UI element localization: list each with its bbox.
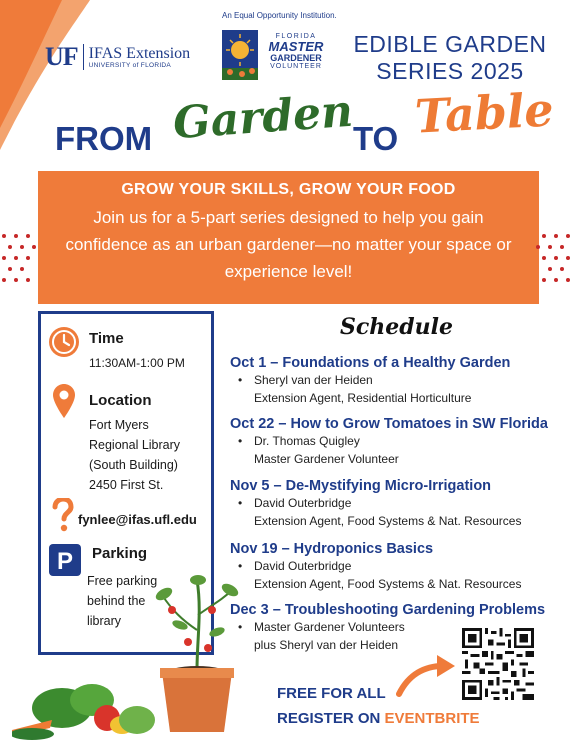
master-gardener-logo (222, 30, 330, 80)
session-title: Dec 3 – Troubleshooting Gardening Problems (230, 602, 546, 618)
session-item (230, 416, 560, 468)
title-table: Table (413, 82, 555, 144)
session-speaker: Master Gardener Volunteers (254, 620, 405, 634)
bullet: • (238, 373, 243, 387)
session-item (230, 541, 560, 593)
mg-volunteer: VOLUNTEER (270, 63, 322, 70)
bullet: • (238, 620, 243, 634)
equal-opportunity-text: An Equal Opportunity Institution. (222, 11, 337, 20)
mg-gardener: GARDENER (270, 53, 322, 63)
session-speaker: Dr. Thomas Quigley (254, 434, 360, 448)
contact-email[interactable]: fynlee@ifas.ufl.edu (78, 512, 197, 527)
session-item (230, 478, 560, 530)
session-title: Nov 19 – Hydroponics Basics (230, 541, 434, 557)
uf-mark: UF (45, 42, 78, 71)
svg-text:P: P (56, 548, 74, 575)
session-role: Extension Agent, Food Systems & Nat. Resources (254, 577, 522, 591)
location-line: 2450 First St. (89, 478, 164, 492)
session-role: Extension Agent, Food Systems & Nat. Resources (254, 514, 522, 528)
location-label: Location (89, 392, 152, 409)
series-line-1: EDIBLE GARDEN (353, 31, 547, 57)
location-address (89, 415, 180, 495)
session-speaker: David Outerbridge (254, 496, 352, 510)
parking-line: Free parking (87, 574, 158, 588)
session-role: Extension Agent, Residential Horticulture (254, 391, 472, 405)
ifas-extension-text: IFAS Extension (88, 45, 191, 62)
sun-palm-icon (222, 30, 258, 80)
title-to: TO (353, 120, 399, 157)
parking-line: library (87, 614, 122, 628)
university-text: UNIVERSITY of FLORIDA (88, 62, 172, 69)
location-line: (South Building) (89, 458, 178, 472)
logo-divider (83, 44, 84, 70)
mg-florida: FLORIDA (275, 33, 317, 40)
session-role: plus Sheryl van der Heiden (254, 638, 399, 652)
banner-body: Join us for a 5-part series designed to help you gain confidence as an urban gardener—no matter your space or experience level! (65, 208, 512, 281)
session-title: Oct 1 – Foundations of a Healthy Garden (230, 355, 511, 371)
free-for-all-text: FREE FOR ALL (277, 685, 386, 702)
intro-banner (38, 171, 539, 304)
session-item (230, 355, 560, 407)
title-from: FROM (55, 120, 153, 157)
title-garden: Garden (171, 85, 355, 150)
parking-label: Parking (92, 545, 148, 562)
location-line: Regional Library (89, 438, 181, 452)
session-speaker: David Outerbridge (254, 559, 352, 573)
parking-line: behind the (87, 594, 146, 608)
banner-heading: GROW YOUR SKILLS, GROW YOUR FOOD (121, 181, 456, 198)
location-line: Fort Myers (89, 418, 149, 432)
clock-icon (48, 326, 80, 358)
time-label: Time (89, 330, 124, 347)
vegetable-illustration (12, 570, 242, 740)
session-title: Nov 5 – De-Mystifying Micro-Irrigation (230, 478, 492, 494)
decorative-dots-left (0, 232, 40, 290)
decorative-dots-right (534, 232, 572, 290)
mg-master: MASTER (268, 39, 324, 54)
footer-cta (277, 681, 480, 731)
eventbrite-link[interactable]: EVENTBRITE (384, 710, 480, 727)
series-line-2: SERIES 2025 (376, 58, 524, 84)
question-mark-icon (52, 498, 74, 532)
bullet: • (238, 496, 243, 510)
session-speaker: Sheryl van der Heiden (254, 373, 373, 387)
bullet: • (238, 559, 243, 573)
location-pin-icon (53, 384, 75, 418)
schedule-heading: Schedule (340, 314, 454, 340)
series-heading (340, 31, 560, 85)
register-text: REGISTER ON (277, 710, 385, 727)
uf-ifas-logo (45, 42, 190, 72)
session-title: Oct 22 – How to Grow Tomatoes in SW Florida (230, 416, 548, 432)
bullet: • (238, 434, 243, 448)
time-value: 11:30AM-1:00 PM (89, 356, 185, 370)
session-role: Master Gardener Volunteer (254, 452, 399, 466)
main-title (40, 82, 555, 172)
